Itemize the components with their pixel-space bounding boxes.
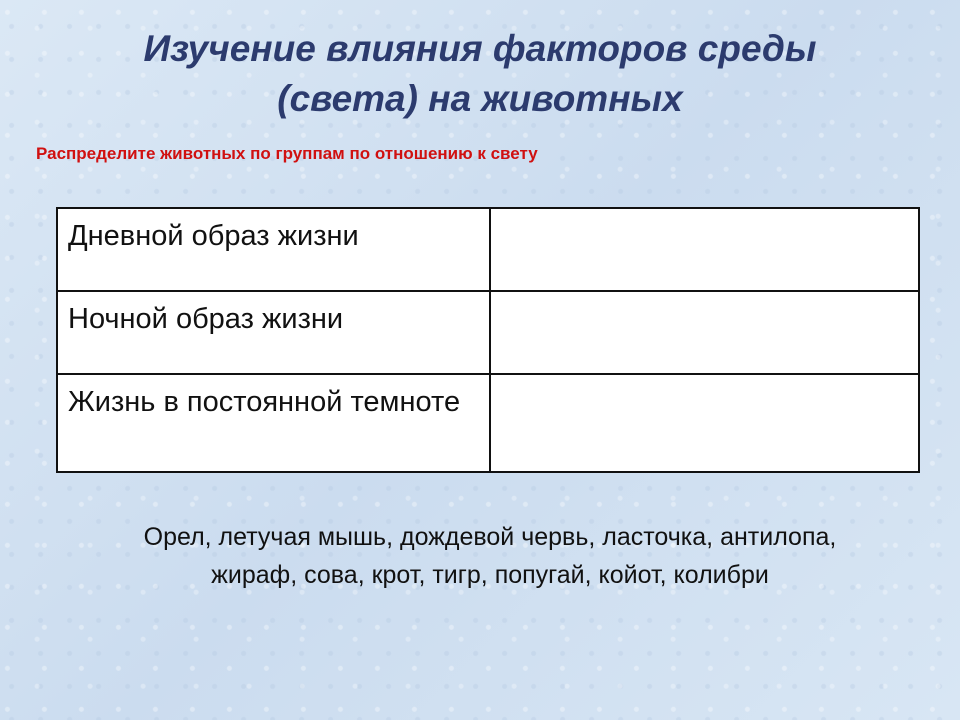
- slide-title-line-1: Изучение влияния факторов среды: [143, 28, 817, 69]
- table-row: [57, 291, 919, 374]
- row-label-daytime: Дневной образ жизни: [57, 208, 490, 291]
- row-label-darkness: Жизнь в постоянной темноте: [57, 374, 490, 472]
- task-instruction: Распределите животных по группам по отношению к свету: [36, 144, 538, 163]
- classification-table: [56, 207, 920, 473]
- row-label-nocturnal: Ночной образ жизни: [57, 291, 490, 374]
- animals-list: Орел, летучая мышь, дождевой червь, ласточка, антилопа, жираф, сова, крот, тигр, попугай, койот, колибри: [143, 523, 837, 589]
- table-row: [57, 374, 919, 472]
- slide-title-line-2: (света) на животных: [277, 78, 683, 119]
- answer-cell-darkness[interactable]: [490, 374, 919, 472]
- table-row: [57, 208, 919, 291]
- answer-cell-nocturnal[interactable]: [490, 291, 919, 374]
- slide-title: [0, 24, 960, 124]
- answer-cell-daytime[interactable]: [490, 208, 919, 291]
